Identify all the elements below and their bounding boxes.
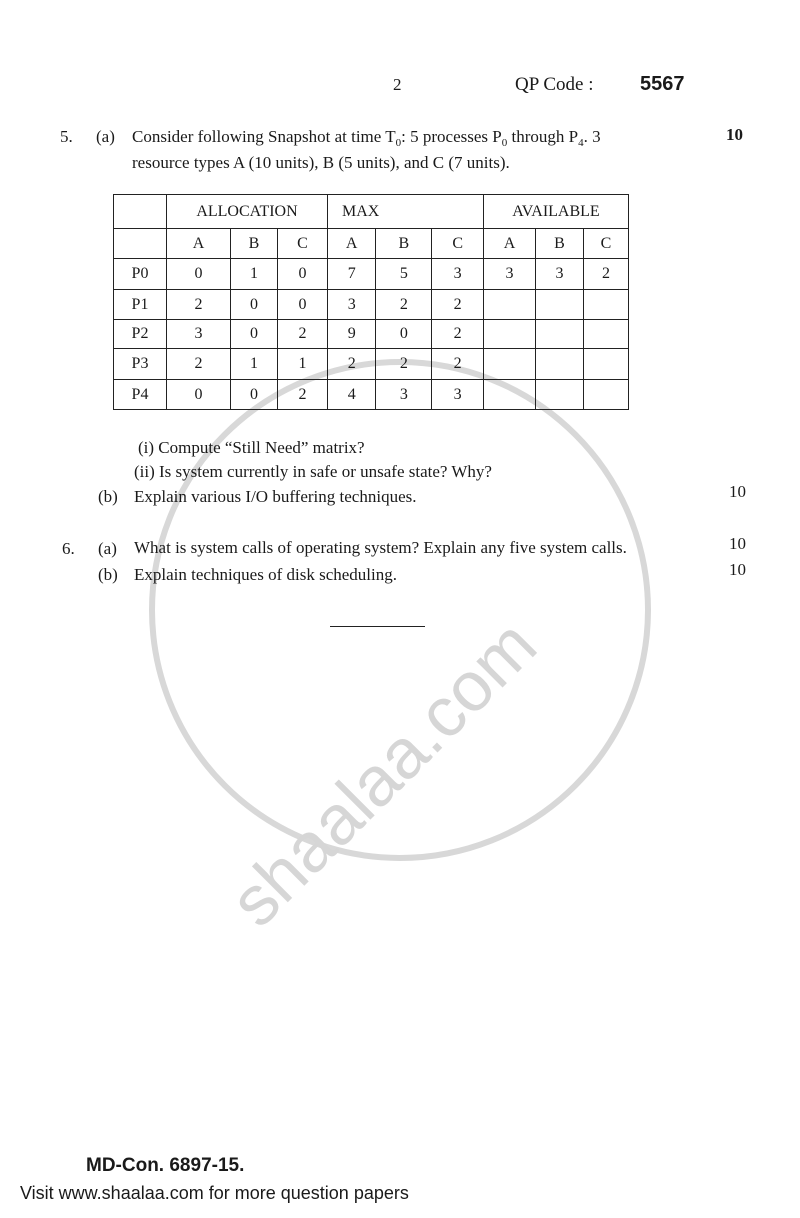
table-cell: 1 — [231, 259, 278, 290]
table-cell: 0 — [167, 380, 231, 410]
page-number: 2 — [393, 75, 402, 94]
table-cell: 2 — [376, 349, 432, 380]
table-cell: 2 — [328, 349, 376, 380]
table-cell: 3 — [432, 380, 484, 410]
column-header: B — [376, 229, 432, 259]
table-cell: 3 — [376, 380, 432, 410]
snapshot-table — [113, 194, 629, 410]
table-cell: 2 — [167, 349, 231, 380]
q5a-marks: 10 — [726, 125, 743, 144]
process-label: P2 — [114, 320, 167, 349]
table-cell: 2 — [584, 259, 629, 290]
q6a-label: (a) — [98, 539, 117, 558]
table-cell — [484, 320, 536, 349]
process-label: P3 — [114, 349, 167, 380]
column-header: A — [328, 229, 376, 259]
table-cell: 5 — [376, 259, 432, 290]
table-cell: 1 — [231, 349, 278, 380]
q6b-text: Explain techniques of disk scheduling. — [134, 565, 397, 584]
table-cell: 3 — [432, 259, 484, 290]
table-cell: 0 — [167, 259, 231, 290]
table-cell: 2 — [278, 320, 328, 349]
table-row — [114, 380, 629, 410]
table-cell: 2 — [167, 290, 231, 320]
q6a-text: What is system calls of operating system? Explain any five system calls. — [134, 538, 627, 557]
table-row — [114, 349, 629, 380]
process-label: P4 — [114, 380, 167, 410]
table-cell: 4 — [328, 380, 376, 410]
qp-code: 5567 — [640, 73, 685, 95]
table-cell: 2 — [432, 349, 484, 380]
table-cell: 7 — [328, 259, 376, 290]
table-cell — [536, 380, 584, 410]
table-cell — [584, 349, 629, 380]
table-cell — [484, 380, 536, 410]
watermark-text: shaalaa.com — [215, 605, 551, 941]
header-allocation: ALLOCATION — [167, 195, 328, 229]
table-cell: 3 — [167, 320, 231, 349]
q5-number: 5. — [60, 127, 73, 146]
column-header: C — [584, 229, 629, 259]
q5a-line1: Consider following Snapshot at time $T_0$: 5 processes $P_0$ through $P_4$. 3 — [132, 127, 601, 149]
process-label: P0 — [114, 259, 167, 290]
table-cell: 0 — [231, 290, 278, 320]
column-header: B — [231, 229, 278, 259]
q5a-part-i: (i) Compute “Still Need” matrix? — [138, 438, 365, 457]
table-cell: 2 — [432, 320, 484, 349]
table-cell: 1 — [278, 349, 328, 380]
q5b-marks: 10 — [729, 482, 746, 501]
table-cell: 0 — [231, 320, 278, 349]
footer-visit-link[interactable]: Visit www.shaalaa.com for more question papers — [20, 1183, 409, 1203]
column-header: C — [278, 229, 328, 259]
q5a-part-ii: (ii) Is system currently in safe or unsafe state? Why? — [134, 462, 492, 481]
table-cell: 0 — [278, 290, 328, 320]
table-cell — [584, 290, 629, 320]
qp-code-label: QP Code : — [515, 74, 594, 95]
table-cell: 3 — [484, 259, 536, 290]
table-cell — [536, 349, 584, 380]
q6b-label: (b) — [98, 565, 118, 584]
table-cell: 9 — [328, 320, 376, 349]
table-row — [114, 290, 629, 320]
header-max: MAX — [328, 195, 484, 229]
q5b-label: (b) — [98, 487, 118, 506]
column-header: C — [432, 229, 484, 259]
table-cell: 2 — [432, 290, 484, 320]
table-cell — [584, 380, 629, 410]
process-label: P1 — [114, 290, 167, 320]
column-header: B — [536, 229, 584, 259]
table-cell — [536, 320, 584, 349]
q6a-marks: 10 — [729, 534, 746, 553]
table-cell — [484, 349, 536, 380]
column-header: A — [484, 229, 536, 259]
table-cell: 0 — [231, 380, 278, 410]
table-cell: 2 — [278, 380, 328, 410]
table-row — [114, 320, 629, 349]
q5a-line2: resource types A (10 units), B (5 units), and C (7 units). — [132, 153, 510, 172]
header-available: AVAILABLE — [484, 195, 629, 229]
table-cell: 0 — [278, 259, 328, 290]
q6-number: 6. — [62, 539, 75, 558]
footer-code: MD-Con. 6897-15. — [86, 1155, 245, 1176]
table-cell — [536, 290, 584, 320]
table-cell — [584, 320, 629, 349]
table-row — [114, 259, 629, 290]
q5a-label: (a) — [96, 127, 115, 146]
table-cell — [484, 290, 536, 320]
column-header: A — [167, 229, 231, 259]
end-divider — [330, 626, 425, 627]
table-cell: 3 — [328, 290, 376, 320]
q6b-marks: 10 — [729, 560, 746, 579]
table-cell: 3 — [536, 259, 584, 290]
table-cell: 0 — [376, 320, 432, 349]
q5b-text: Explain various I/O buffering techniques. — [134, 487, 417, 506]
table-cell: 2 — [376, 290, 432, 320]
